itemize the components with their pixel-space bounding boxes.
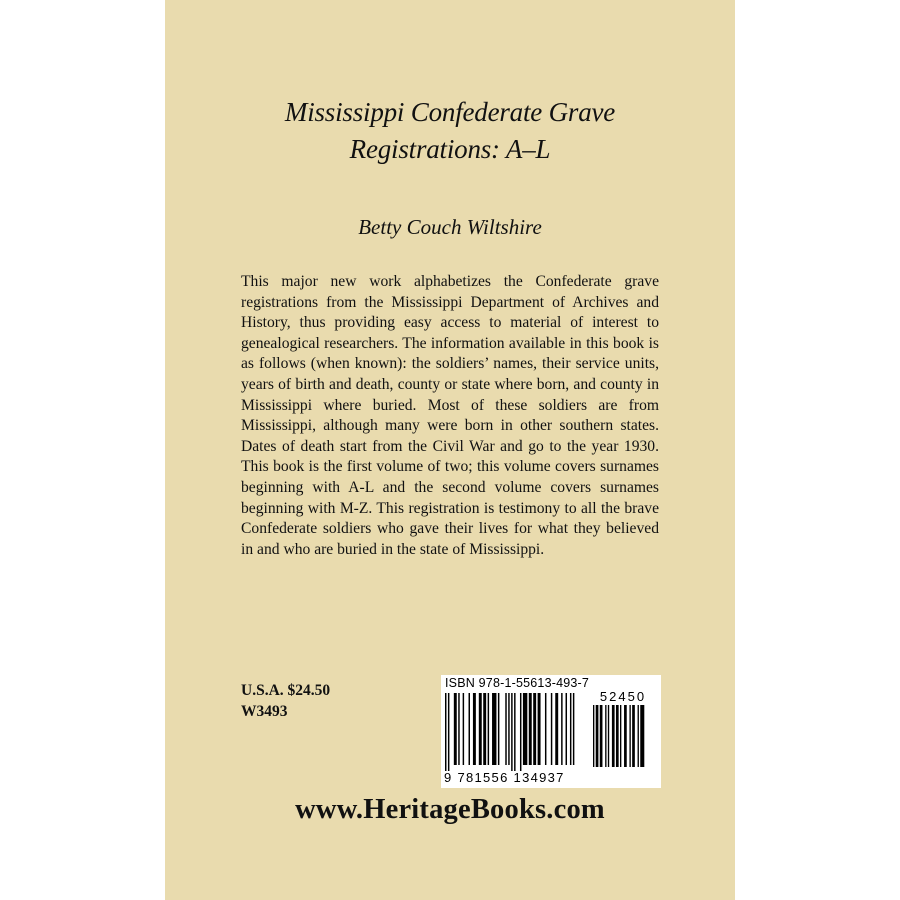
ean-digits-label: 9 781556 134937	[444, 770, 565, 785]
book-author: Betty Couch Wiltshire	[358, 215, 542, 239]
book-title-line-2: Registrations: A–L	[349, 134, 551, 164]
book-description: This major new work alphabetizes the Confederate grave registrations from the Mississippi Department of Archives and History, thus providing easy access to material of interest to genealogical researchers. The information available in this book is as follows (when known): the soldiers’ names, their service units, years of birth and death, county or state where born, and county in Mississippi where buried. Most of these soldiers are from Mississippi, although many were born in other southern states. Dates of death start from the Civil War and go to the year 1930. This book is the first volume of two; this volume covers surnames beginning with A-L and the second volume covers surnames beginning with M-Z. This registration is testimony to all the brave Confederate soldiers who gave their lives for what they believed in and who are buried in the state of Mississippi.	[241, 273, 659, 558]
book-back-cover	[165, 0, 735, 900]
publisher-website: www.HeritageBooks.com	[295, 794, 605, 825]
price-label: U.S.A. $24.50	[241, 682, 331, 699]
isbn-barcode	[441, 675, 661, 788]
book-title	[165, 94, 735, 168]
price-block	[241, 680, 330, 722]
item-code: W3493	[241, 703, 288, 720]
book-title-line-1: Mississippi Confederate Grave	[284, 97, 616, 127]
isbn-label: ISBN 978-1-55613-493-7	[445, 676, 590, 690]
price-code-label: 52450	[599, 689, 647, 704]
